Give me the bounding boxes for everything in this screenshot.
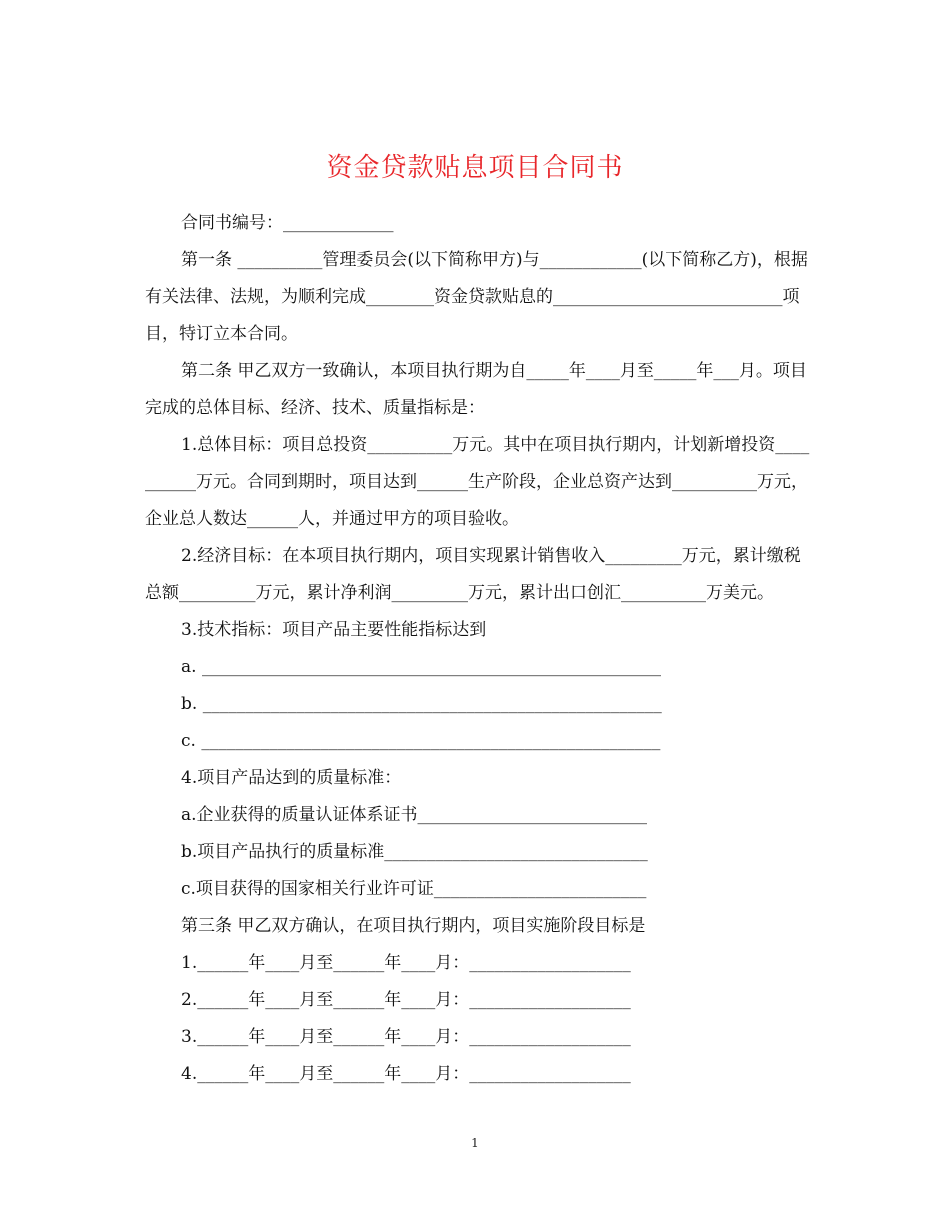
article-three: 第三条 甲乙双方确认，在项目执行期内，项目实施阶段目标是 xyxy=(181,916,646,936)
technical-item-a: a. ______________________________________________________ xyxy=(181,657,661,677)
phase-3: 3.______年____月至______年____月：___________________ xyxy=(181,1027,631,1047)
technical-indicators: 3.技术指标：项目产品主要性能指标达到 xyxy=(181,620,487,640)
article-one: 第一条 __________管理委员会(以下简称甲方)与____________(以下简称乙方)，根据有关法律、法规，为顺利完成________资金贷款贴息的___________________________项目，特订立本合同。 xyxy=(145,250,808,344)
quality-item-b: b.项目产品执行的质量标准_______________________________ xyxy=(181,842,648,862)
article-two: 第二条 甲乙双方一致确认，本项目执行期为自_____年____月至_____年___月。项目完成的总体目标、经济、技术、质量指标是： xyxy=(145,361,807,418)
phase-4: 4.______年____月至______年____月：___________________ xyxy=(181,1064,631,1084)
document-body xyxy=(145,205,810,1093)
phase-1: 1.______年____月至______年____月：___________________ xyxy=(181,953,631,973)
technical-item-c: c. ______________________________________________________ xyxy=(181,731,661,751)
overall-goal: 1.总体目标：项目总投资__________万元。其中在项目执行期内，计划新增投资__________万元。合同到期时，项目达到______生产阶段，企业总资产达到__________万元，企业总人数达______人，并通过甲方的项目验收。 xyxy=(145,435,810,529)
quality-standard-heading: 4.项目产品达到的质量标准： xyxy=(181,768,402,788)
economic-goal: 2.经济目标：在本项目执行期内，项目实现累计销售收入_________万元，累计缴税总额_________万元，累计净利润_________万元，累计出口创汇__________万美元。 xyxy=(145,546,801,603)
technical-item-b: b. ______________________________________________________ xyxy=(181,694,662,714)
quality-item-a: a.企业获得的质量认证体系证书___________________________ xyxy=(181,805,648,825)
quality-item-c: c.项目获得的国家相关行业许可证_________________________ xyxy=(181,879,647,899)
contract-number-line: 合同书编号：_____________ xyxy=(181,213,394,233)
page-number: 1 xyxy=(471,1136,479,1150)
document-title: 资金贷款贴息项目合同书 xyxy=(326,153,624,184)
phase-2: 2.______年____月至______年____月：___________________ xyxy=(181,990,631,1010)
